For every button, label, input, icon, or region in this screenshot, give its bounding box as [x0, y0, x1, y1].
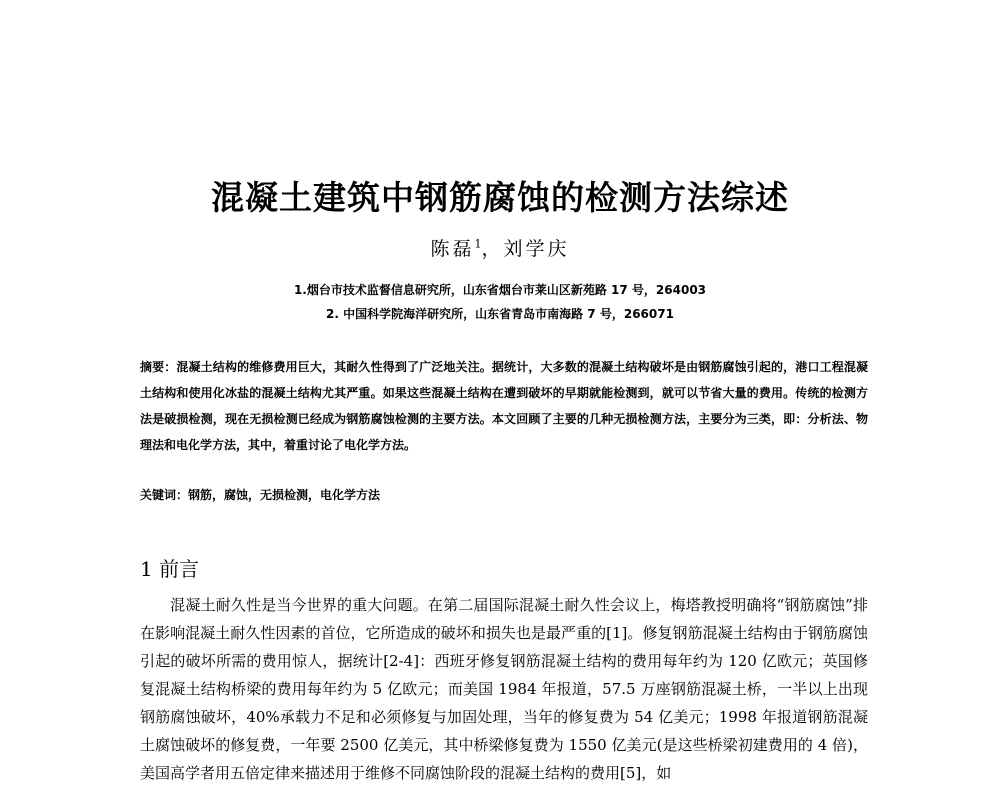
author-name: 陈磊 [430, 238, 475, 260]
section-heading: 1 前言 [140, 557, 200, 581]
body-paragraph-text: 混凝土耐久性是当今世界的重大问题。在第二届国际混凝土耐久性会议上，梅塔教授明确将“钢筋腐蚀”排在影响混凝土耐久性因素的首位，它所造成的破坏和损失也是最严重的[1]。修复钢筋混凝土结构由于钢筋腐蚀引起的破坏所需的费用惊人，据统计[2-4]：西班牙修复钢筋混凝土结构的费用每年约为 120 亿欧元；英国修复混凝土结构桥梁的费用每年约为 5 亿欧元；而美国 1984 年报道，57.5 万座钢筋混凝土桥，一半以上出现钢筋腐蚀破坏，40%承载力不足和必须修复与加固处理，当年的修复费为 54 亿美元；1998 年报道钢筋混凝土腐蚀破坏的修复费，一年要 2500 亿美元，其中桥梁修复费为 1550 亿美元(是这些桥梁初建费用的 4 倍)，美国高学者用五倍定律来描述用于维修不同腐蚀阶段的混凝土结构的费用[5]，如 [140, 596, 868, 782]
paper-title: 混凝土建筑中钢筋腐蚀的检测方法综述 [211, 178, 789, 217]
affiliation-2: 2. 中国科学院海洋研究所，山东省青岛市南海路 7 号，266071 [326, 307, 674, 321]
keywords: 关键词：钢筋，腐蚀，无损检测，电化学方法 [140, 488, 381, 502]
author-line [0, 234, 1000, 261]
affiliation-1: 1.烟台市技术监督信息研究所，山东省烟台市莱山区新苑路 17 号，264003 [293, 283, 707, 297]
abstract: 摘要：混凝土结构的维修费用巨大，其耐久性得到了广泛地关注。据统计，大多数的混凝土结构破坏是由钢筋腐蚀引起的，港口工程混凝土结构和使用化冰盐的混凝土结构尤其严重。如果这些混凝土结构在遭到破坏的早期就能检测到，就可以节省大量的费用。传统的检测方法是破损检测，现在无损检测已经成为钢筋腐蚀检测的主要方法。本文回顾了主要的几种无损检测方法，主要分为三类，即：分析法、物理法和电化学方法，其中，着重讨论了电化学方法。 [140, 360, 868, 452]
author-name: 刘学庆 [503, 238, 570, 260]
author-separator: ， [481, 238, 504, 260]
body-paragraph [140, 591, 868, 787]
author-affiliation-marker: 1 [474, 237, 482, 251]
